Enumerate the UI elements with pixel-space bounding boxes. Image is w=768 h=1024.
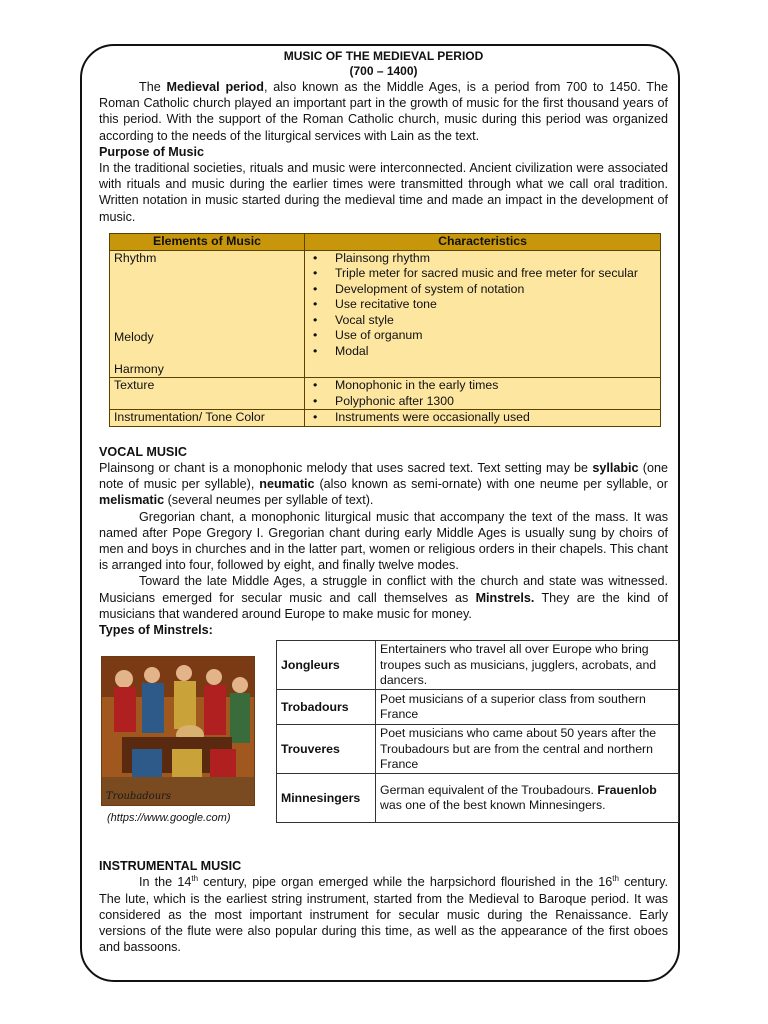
minstrel-description: German equivalent of the Troubadours. Frauenlob was one of the best known Minnesingers. (376, 774, 679, 823)
intro-paragraph: The Medieval period, also known as the Middle Ages, is a period from 700 to 1450. The Roman Catholic church played an important part in the growth of music for the first thousand years of this period. With the support of the Roman Catholic church, music during this period was organized according to the needs of the liturgical services with Lain as the text. (99, 80, 668, 143)
element-label: Texture (110, 378, 305, 410)
minstrels-table (276, 640, 679, 823)
list-item: • Development of system of notation (335, 282, 656, 298)
list-item: • Instruments were occasionally used (335, 410, 656, 426)
minstrels-section (99, 640, 668, 858)
page-subtitle: (700 – 1400) (349, 64, 418, 78)
list-item: • Triple meter for sacred music and free meter for secular (335, 266, 656, 282)
purpose-paragraph: In the traditional societies, rituals and music were interconnected. Ancient civilization were associated with rituals and music during the earlier times were transmitted through what we call oral tradition. Written notation in music started during the medieval time and made an impact in the development of music. (99, 161, 668, 224)
minstrel-name: Minnesingers (277, 774, 376, 823)
instrumental-paragraph: In the 14th century, pipe organ emerged while the harpsichord flourished in the 16th century. The lute, which is the earliest string instrument, started from the Medieval to Baroque period. It was considered as the most important instrument for secular music during the Renaissance. Early versions of the flute were also popular during this time, as well as the appearance of the first oboes and bassoons. (99, 874, 668, 955)
element-label: Rhythm (114, 250, 157, 265)
table-row (277, 690, 679, 725)
vocal-heading: VOCAL MUSIC (99, 444, 187, 459)
list-item: • Polyphonic after 1300 (335, 394, 656, 410)
list-item: • Modal (335, 344, 656, 360)
vocal-paragraph-1: Plainsong or chant is a monophonic melody that uses sacred text. Text setting may be syllabic (one note of music per syllable), neumatic (also known as semi-ornate) with one neume per syllable, or melismatic (several neumes per syllable of text). (99, 461, 668, 508)
table-row (110, 410, 661, 427)
list-item: • Plainsong rhythm (335, 251, 656, 267)
minstrel-name: Trouveres (277, 725, 376, 774)
minstrels-heading: Types of Minstrels: (99, 623, 213, 638)
elements-header: Elements of Music (110, 233, 305, 250)
page-title: MUSIC OF THE MEDIEVAL PERIOD (283, 49, 484, 63)
table-row (277, 641, 679, 690)
list-item: • Use recitative tone (335, 297, 656, 313)
vocal-paragraph-3: Toward the late Middle Ages, a struggle in conflict with the church and state was witnessed. Musicians emerged for secular music and call themselves as Minstrels. They are the kind of musicians that wandered around Europe to make music for money. (99, 574, 668, 621)
element-label: Instrumentation/ Tone Color (110, 410, 305, 427)
document-body (99, 49, 668, 955)
table-row (277, 725, 679, 774)
image-caption: (https://www.google.com) (107, 812, 231, 825)
minstrel-description: Poet musicians who came about 50 years after the Troubadours but are from the central and northern France (376, 725, 679, 774)
characteristics-header: Characteristics (305, 233, 661, 250)
list-item: • Vocal style (335, 313, 656, 329)
table-row (110, 378, 661, 410)
purpose-heading: Purpose of Music (99, 144, 204, 159)
minstrel-name: Trobadours (277, 690, 376, 725)
element-label: Harmony (114, 361, 164, 376)
table-row (277, 774, 679, 823)
list-item: • Use of organum (335, 328, 656, 344)
minstrel-name: Jongleurs (277, 641, 376, 690)
minstrel-description: Poet musicians of a superior class from southern France (376, 690, 679, 725)
list-item: • Monophonic in the early times (335, 378, 656, 394)
image-lettering: Troubadours (106, 791, 172, 803)
elements-table (109, 233, 661, 427)
vocal-paragraph-2: Gregorian chant, a monophonic liturgical music that accompany the text of the mass. It was named after Pope Gregory I. Gregorian chant during early Middle Ages is usually sung by choirs of men and boys in churches and in the latter part, women or religious orders in their chapels. This chant is arranged into four, followed by eight, and finally twelve modes. (99, 509, 668, 573)
troubadours-illustration (101, 656, 255, 806)
table-row (110, 250, 661, 378)
instrumental-heading: INSTRUMENTAL MUSIC (99, 859, 242, 874)
element-label: Melody (114, 330, 154, 345)
minstrel-description: Entertainers who travel all over Europe who bring troupes such as musicians, jugglers, acrobats, and dancers. (376, 641, 679, 690)
